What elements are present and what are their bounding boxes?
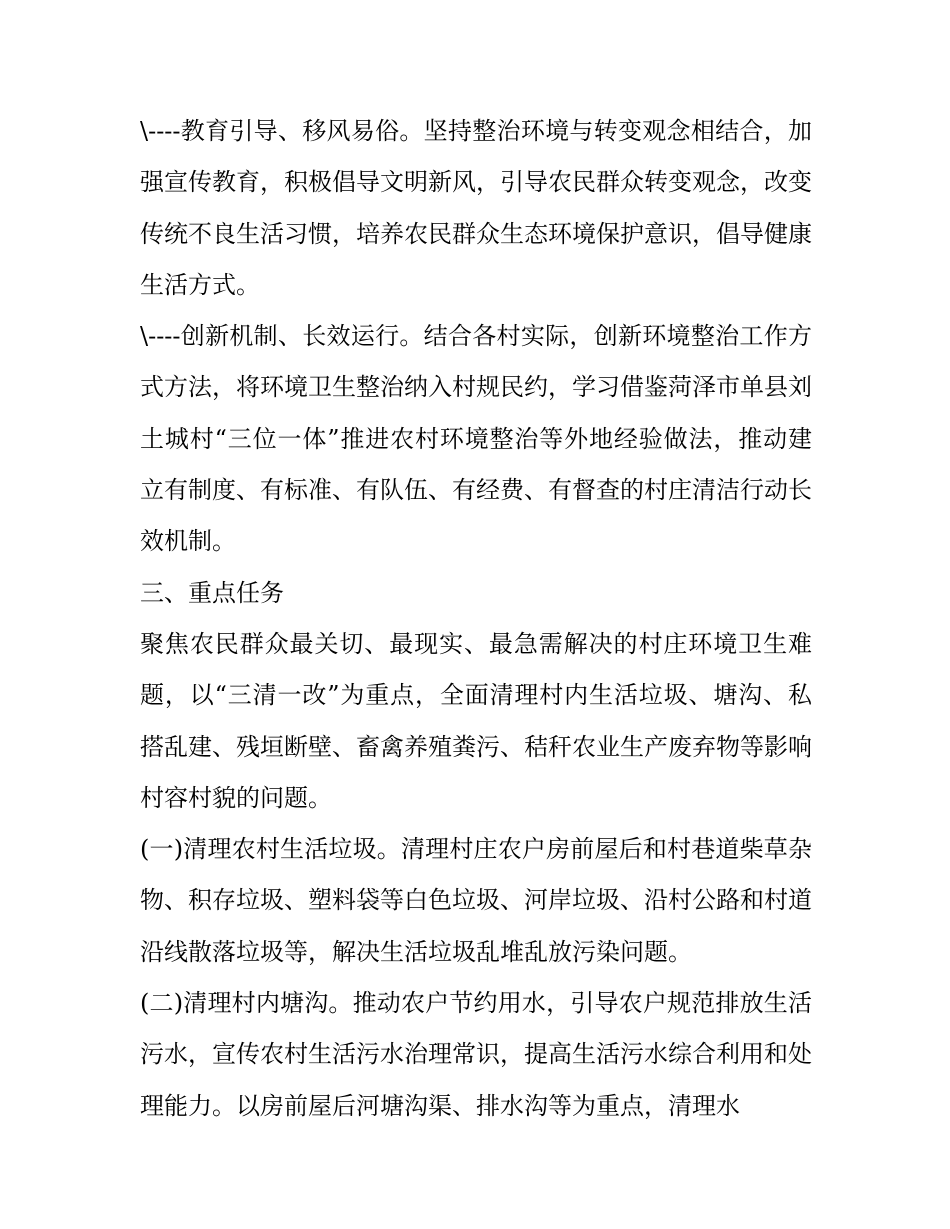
paragraph-key-tasks-intro: 聚焦农民群众最关切、最现实、最急需解决的村庄环境卫生难题，以“三清一改”为重点，全面清理村内生活垃圾、塘沟、私搭乱建、残垣断壁、畜禽养殖粪污、秸秆农业生产废弃物等影响村容村貌的问题。 — [140, 629, 812, 812]
document-page — [140, 106, 812, 1132]
section-heading-key-tasks: 三、重点任务 — [140, 578, 284, 607]
paragraph-education-guidance: \----教育引导、移风易俗。坚持整治环境与转变观念相结合，加强宣传教育，积极倡导文明新风，引导农民群众转变观念，改变传统不良生活习惯，培养农民群众生态环境保护意识，倡导健康生活方式。 — [140, 117, 812, 299]
paragraph-innovation-mechanism: \----创新机制、长效运行。结合各村实际，创新环境整治工作方式方法，将环境卫生整治纳入村规民约，学习借鉴菏泽市单县刘土城村“三位一体”推进农村环境整治等外地经验做法，推动建立有制度、有标准、有队伍、有经费、有督查的村庄清洁行动长效机制。 — [140, 322, 812, 556]
paragraph-clean-ponds-ditches: (二)清理村内塘沟。推动农户节约用水，引导农户规范排放生活污水，宣传农村生活污水治理常识，提高生活污水综合利用和处理能力。以房前屋后河塘沟渠、排水沟等为重点，清理水 — [140, 989, 812, 1120]
paragraph-clean-household-garbage: (一)清理农村生活垃圾。清理村庄农户房前屋后和村巷道柴草杂物、积存垃圾、塑料袋等白色垃圾、河岸垃圾、沿村公路和村道沿线散落垃圾等，解决生活垃圾乱堆乱放污染问题。 — [140, 835, 812, 966]
